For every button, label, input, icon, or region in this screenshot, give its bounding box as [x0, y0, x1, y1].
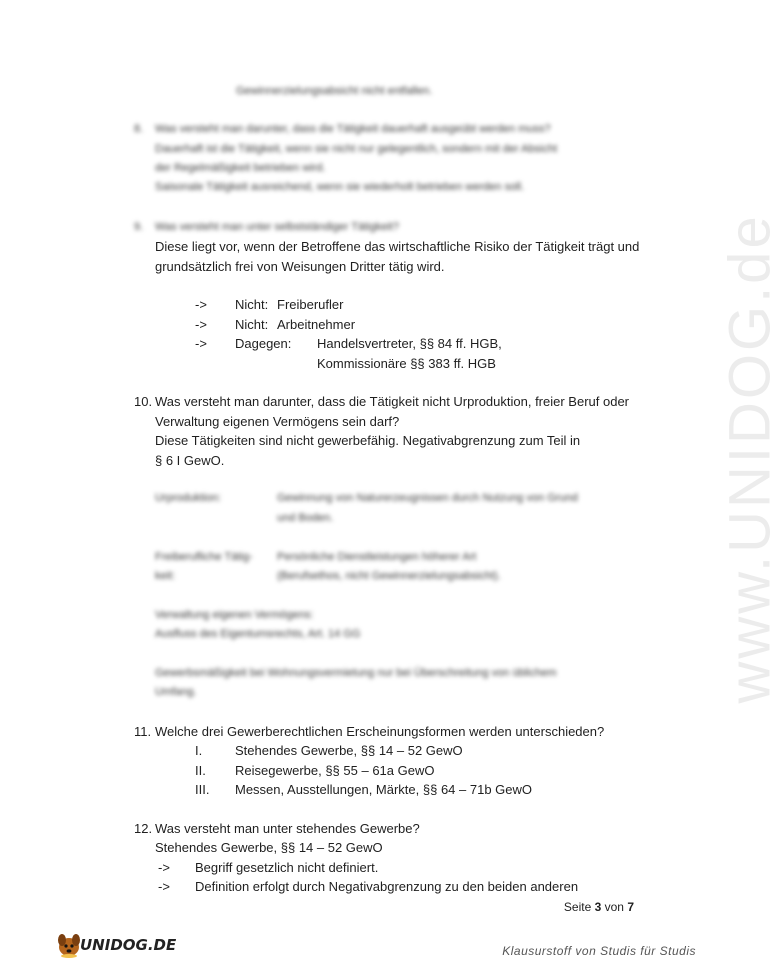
question-number: 12. [134, 821, 153, 836]
blurred-line: Ausfluss des Eigentumsrechts, Art. 14 GG [155, 628, 361, 640]
item-text: Kommissionäre §§ 383 ff. HGB [317, 356, 496, 371]
page-middle: von [601, 900, 628, 914]
watermark: www.UNIDOG.de [717, 213, 783, 704]
item-label: Dagegen: [235, 336, 292, 351]
arrow-marker: -> [195, 317, 207, 332]
list-item-text: Messen, Ausstellungen, Märkte, §§ 64 – 71b GewO [235, 782, 533, 797]
page-prefix: Seite [563, 900, 595, 914]
arrow-marker: -> [195, 297, 207, 312]
page-current: 3 [594, 900, 602, 914]
blurred-line: Gewinnerzielungsabsicht nicht entfallen. [236, 85, 433, 97]
unidog-logo [52, 930, 177, 960]
list-item-text: Begriff gesetzlich nicht definiert. [195, 860, 379, 875]
list-item-text: Stehendes Gewerbe, §§ 14 – 52 GewO [235, 743, 463, 758]
footer-tagline: Klausurstoff von Studis für Studis [502, 944, 696, 958]
blurred-line: Was versteht man darunter, dass die Tätigkeit dauerhaft ausgeübt werden muss? [155, 123, 551, 135]
blurred-line: Dauerhaft ist die Tätigkeit, wenn sie nicht nur gelegentlich, sondern mit der Absicht [155, 143, 558, 155]
question-line: Was versteht man unter stehendes Gewerbe? [155, 821, 420, 836]
question-line: Welche drei Gewerberechtlichen Erscheinungsformen werden unterschieden? [155, 724, 605, 739]
question-number: 11. [134, 724, 152, 739]
blurred-line: Gewerbsmäßigkeit bei Wohnungsvermietung nur bei Überschreitung von üblichem [155, 667, 557, 679]
blurred-line: Persönliche Dienstleistungen höherer Art [277, 551, 477, 563]
arrow-marker: -> [195, 336, 207, 351]
blurred-line: Was versteht man unter selbstständiger Tätigkeit? [155, 221, 399, 233]
item-text: Arbeitnehmer [277, 317, 356, 332]
blurred-line: und Boden. [277, 512, 334, 524]
blurred-line: Urproduktion: [155, 492, 222, 504]
answer-line: Diese Tätigkeiten sind nicht gewerbefähig. Negativabgrenzung zum Teil in [155, 433, 581, 448]
blurred-line: Gewinnung von Naturerzeugnissen durch Nutzung von Grund [277, 492, 578, 504]
answer-line: Diese liegt vor, wenn der Betroffene das wirtschaftliche Risiko der Tätigkeit trägt und [155, 239, 640, 254]
list-item-text: Definition erfolgt durch Negativabgrenzung zu den beiden anderen [195, 879, 579, 894]
question-number: 8. [134, 123, 144, 135]
arrow-marker: -> [158, 860, 170, 875]
roman-numeral: II. [195, 763, 206, 778]
arrow-marker: -> [158, 879, 170, 894]
list-item-text: Reisegewerbe, §§ 55 – 61a GewO [235, 763, 435, 778]
item-label: Nicht: [235, 317, 269, 332]
answer-line: § 6 I GewO. [155, 453, 225, 468]
roman-numeral: III. [195, 782, 210, 797]
blurred-line: Umfang. [155, 686, 197, 698]
question-line: Verwaltung eigenen Vermögens sein darf? [155, 414, 400, 429]
blurred-line: Verwaltung eigenen Vermögens: [155, 609, 314, 621]
blurred-line: (Berufsethos, nicht Gewinnerzielungsabsicht). [277, 570, 501, 582]
page-total: 7 [627, 900, 634, 914]
answer-line: grundsätzlich frei von Weisungen Dritter tätig wird. [155, 259, 445, 274]
blurred-line: der Regelmäßigkeit betrieben wird. [155, 162, 326, 174]
page-number [564, 900, 634, 914]
item-label: Nicht: [235, 297, 269, 312]
question-line: Was versteht man darunter, dass die Tätigkeit nicht Urproduktion, freier Beruf oder [155, 394, 630, 409]
item-text: Handelsvertreter, §§ 84 ff. HGB, [317, 336, 502, 351]
answer-line: Stehendes Gewerbe, §§ 14 – 52 GewO [155, 840, 383, 855]
item-text: Freiberufler [277, 297, 344, 312]
logo-text: UNIDOG.DE [80, 936, 177, 954]
blurred-line: keit: [155, 570, 176, 582]
question-number: 10. [134, 394, 153, 409]
blurred-line: Saisonale Tätigkeit ausreichend, wenn sie wiederholt betrieben werden soll. [155, 181, 525, 193]
question-number: 9. [134, 221, 144, 233]
roman-numeral: I. [195, 743, 203, 758]
blurred-line: Freiberufliche Tätig- [155, 551, 253, 563]
